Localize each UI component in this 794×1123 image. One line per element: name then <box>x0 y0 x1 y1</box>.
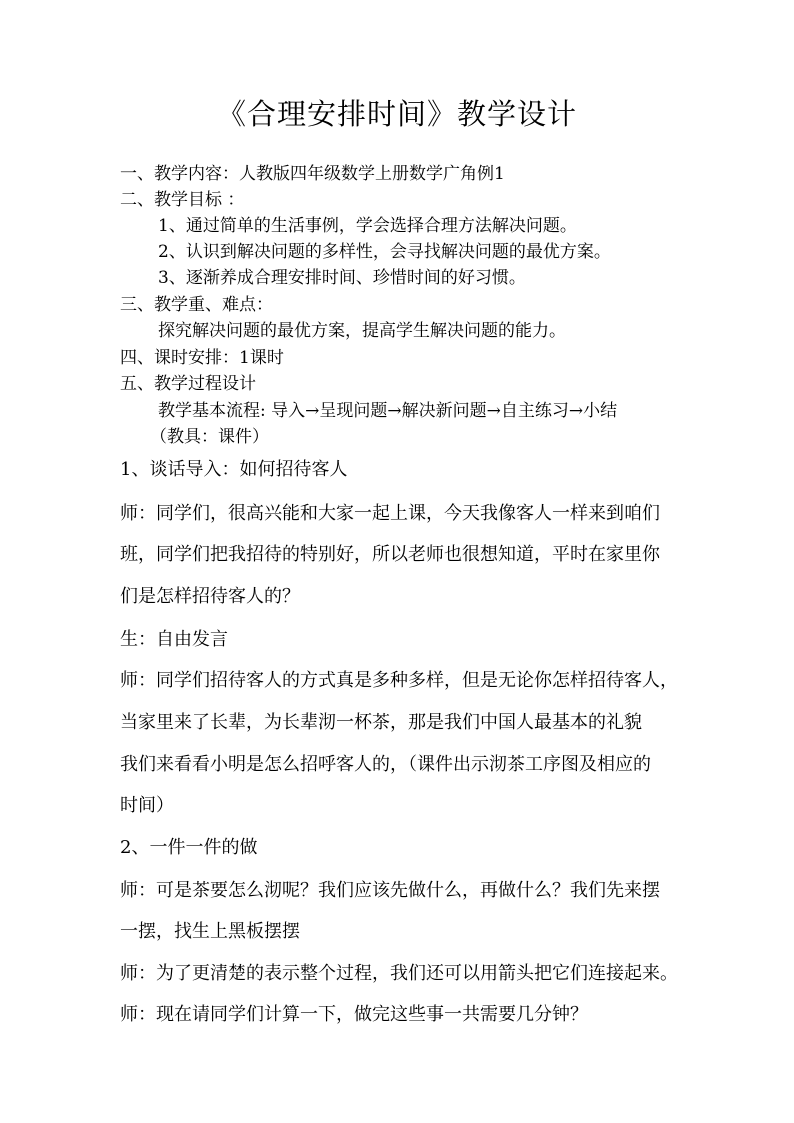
body-line: 们是怎样招待客人的？ <box>120 586 300 607</box>
body-line: 当家里来了长辈，为长辈沏一杯茶，那是我们中国人最基本的礼貌 <box>120 712 642 733</box>
goal-item-3: 3、逐渐养成合理安排时间、珍惜时间的好习惯。 <box>158 268 526 288</box>
outline-key-points: 三、教学重、难点： <box>120 295 273 315</box>
goal-item-2: 2、认识到解决问题的多样性，会寻找解决问题的最优方案。 <box>158 242 611 262</box>
body-line: 师：现在请同学们计算一下，做完这些事一共需要几分钟？ <box>120 1004 588 1025</box>
body-line: 师：同学们，很高兴能和大家一起上课，今天我像客人一样来到咱们 <box>120 503 660 524</box>
body-line: 一摆，找生上黑板摆摆 <box>120 921 300 942</box>
document-title: 《合理安排时间》教学设计 <box>216 97 577 131</box>
body-line: 生：自由发言 <box>120 629 228 650</box>
teaching-tools: （教具：课件） <box>150 427 269 447</box>
body-line: 班，同学们把我招待的特别好，所以老师也很想知道，平时在家里你 <box>120 544 660 565</box>
key-points-text: 探究解决问题的最优方案，提高学生解决问题的能力。 <box>158 321 566 341</box>
body-line: 2、一件一件的做 <box>120 837 258 858</box>
body-line: 师：为了更清楚的表示整个过程，我们还可以用箭头把它们连接起来。 <box>120 963 678 984</box>
process-flow: 教学基本流程: 导入→呈现问题→解决新问题→自主练习→小结 <box>158 401 618 421</box>
body-line: 时间） <box>120 795 174 816</box>
body-line: 师：同学们招待客人的方式真是多种多样，但是无论你怎样招待客人， <box>120 670 678 691</box>
outline-schedule: 四、课时安排：1课时 <box>120 348 284 368</box>
outline-teaching-content: 一、教学内容：人教版四年级数学上册数学广角例1 <box>120 164 505 184</box>
body-line: 1、谈话导入：如何招待客人 <box>120 459 348 480</box>
body-line: 我们来看看小明是怎么招呼客人的，（课件出示沏茶工序图及相应的 <box>120 754 651 775</box>
outline-teaching-goals: 二、教学目标 ： <box>120 190 245 210</box>
goal-item-1: 1、通过简单的生活事例，学会选择合理方法解决问题。 <box>158 216 577 236</box>
outline-process-design: 五、教学过程设计 <box>120 374 256 394</box>
body-line: 师：可是茶要怎么沏呢？我们应该先做什么，再做什么？我们先来摆 <box>120 880 660 901</box>
